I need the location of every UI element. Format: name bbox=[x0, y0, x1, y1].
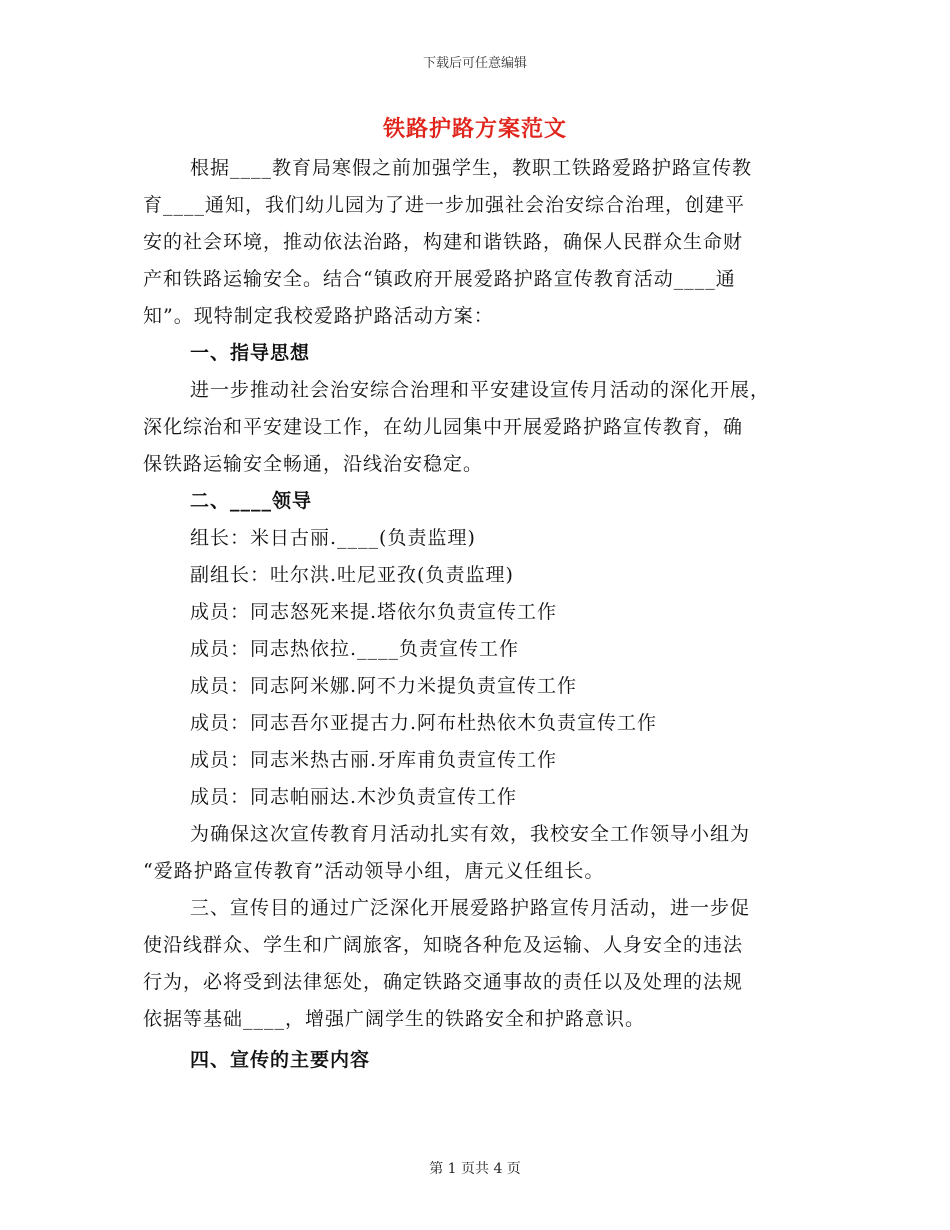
document-body bbox=[143, 150, 808, 1079]
paragraph-line: “爱路护路宣传教育”活动领导小组，唐元义任组长。 bbox=[143, 860, 605, 882]
paragraph-line: 为确保这次宣传教育月活动扎实有效，我校安全工作领导小组为 bbox=[190, 823, 751, 845]
paragraph-line: 成员：同志阿米娜.阿不力米提负责宣传工作 bbox=[190, 675, 578, 697]
paragraph-line: 育____通知，我们幼儿园为了进一步加强社会治安综合治理，创建平 bbox=[143, 194, 746, 216]
paragraph-line: 成员：同志米热古丽.牙库甫负责宣传工作 bbox=[190, 749, 558, 771]
paragraph-line: 成员：同志怒死来提.塔依尔负责宣传工作 bbox=[190, 601, 558, 623]
page-number: 第 1 页共 4 页 bbox=[429, 1161, 521, 1177]
paragraph-line: 成员：同志热依拉.____负责宣传工作 bbox=[190, 638, 520, 660]
paragraph-line: 依据等基础____，增强广阔学生的铁路安全和护路意识。 bbox=[143, 1008, 646, 1030]
paragraph-line: 三、宣传目的通过广泛深化开展爱路护路宣传月活动，进一步促 bbox=[190, 897, 751, 919]
paragraph-line: 成员：同志吾尔亚提古力.阿布杜热依木负责宣传工作 bbox=[190, 712, 658, 734]
paragraph-line: 安的社会环境，推动依法治路，构建和谐铁路，确保人民群众生命财 bbox=[143, 231, 744, 253]
paragraph-line: 副组长：吐尔洪.吐尼亚孜(负责监理) bbox=[190, 564, 514, 586]
paragraph-line: 进一步推动社会治安综合治理和平安建设宣传月活动的深化开展， bbox=[190, 379, 771, 401]
section-heading: 二、____领导 bbox=[190, 490, 313, 512]
paragraph-line: 根据____教育局寒假之前加强学生，教职工铁路爱路护路宣传教 bbox=[190, 157, 753, 179]
document-title: 铁路护路方案范文 bbox=[382, 117, 567, 142]
paragraph-line: 使沿线群众、学生和广阔旅客，知晓各种危及运输、人身安全的违法 bbox=[143, 934, 744, 956]
paragraph-line: 深化综治和平安建设工作，在幼儿园集中开展爱路护路宣传教育，确 bbox=[143, 416, 744, 438]
section-heading: 一、指导思想 bbox=[190, 342, 311, 364]
page-header-note: 下载后可任意编辑 bbox=[422, 56, 527, 71]
paragraph-line: 产和铁路运输安全。结合“镇政府开展爱路护路宣传教育活动____通 bbox=[143, 268, 736, 290]
paragraph-line: 知”。现特制定我校爱路护路活动方案： bbox=[143, 305, 494, 327]
paragraph-line: 组长：米日古丽.____(负责监理) bbox=[190, 527, 476, 549]
section-heading: 四、宣传的主要内容 bbox=[190, 1049, 371, 1071]
paragraph-line: 成员：同志帕丽达.木沙负责宣传工作 bbox=[190, 786, 518, 808]
paragraph-line: 保铁路运输安全畅通，沿线治安稳定。 bbox=[143, 453, 484, 475]
paragraph-line: 行为，必将受到法律惩处，确定铁路交通事故的责任以及处理的法规 bbox=[143, 971, 744, 993]
